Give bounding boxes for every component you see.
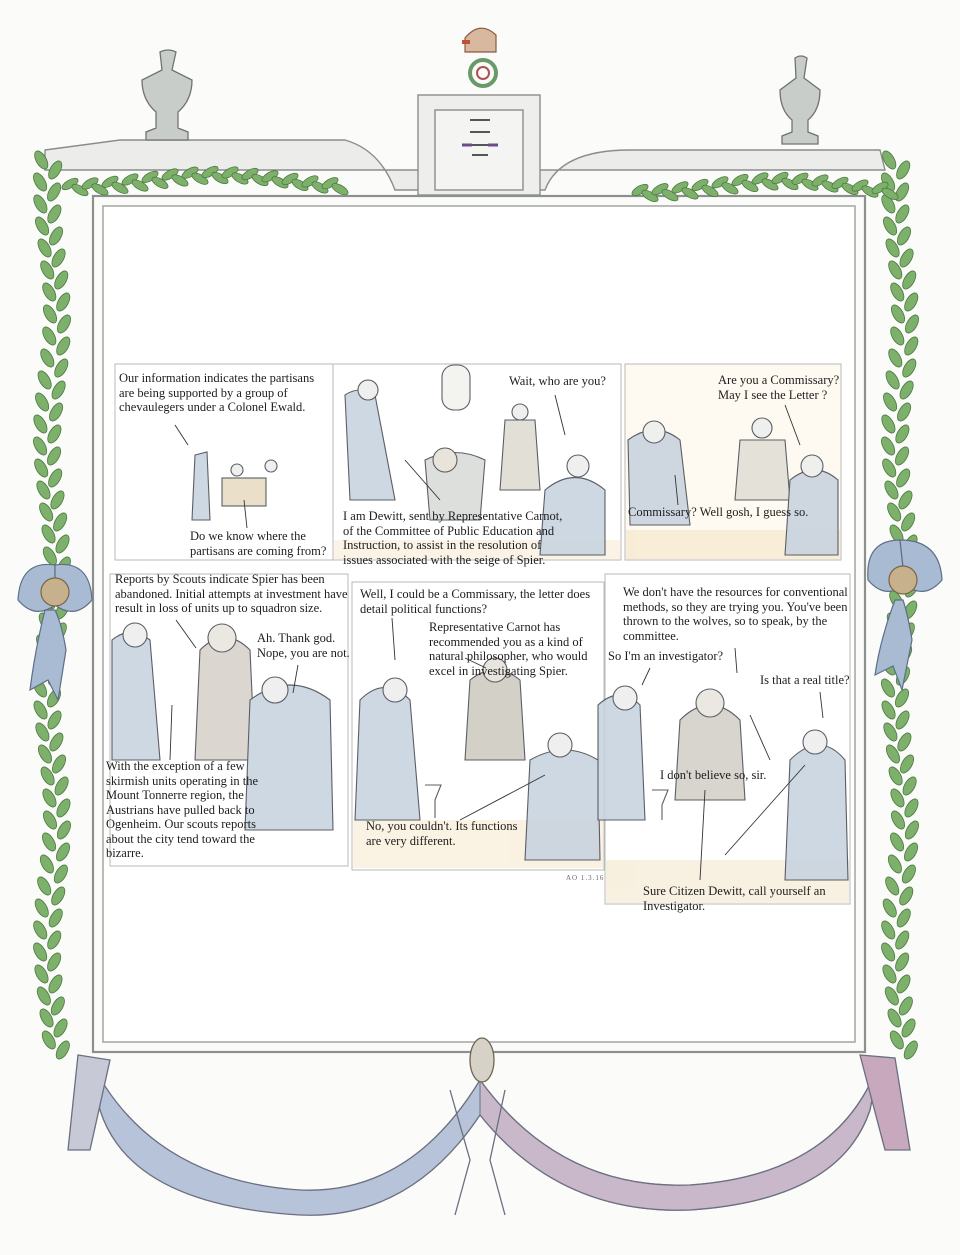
p3-caption-gosh: Commissary? Well gosh, I guess so. (628, 505, 809, 519)
p1-caption-question: Do we know where the partisans are coming from? (190, 529, 327, 558)
garland-leaf (886, 853, 905, 875)
garland-leaf (899, 511, 918, 533)
bottom-drapery (68, 1038, 910, 1215)
garland-leaf (55, 819, 74, 841)
garland-leaf (893, 951, 912, 973)
garland-leaf (47, 225, 66, 247)
garland-leaf (902, 797, 921, 819)
garland-leaf (45, 709, 64, 731)
garland-leaf (886, 347, 905, 369)
garland-leaf (897, 995, 916, 1017)
garland-leaf (55, 313, 74, 335)
garland-leaf (49, 379, 68, 401)
garland-leaf (47, 401, 66, 423)
garland-leaf (879, 919, 898, 941)
right-rosette (868, 540, 942, 690)
garland-leaf (31, 941, 50, 963)
garland-leaf (900, 357, 919, 379)
garland-leaf (46, 907, 65, 929)
garland-leaf (53, 533, 72, 555)
garland-leaf (49, 247, 68, 269)
garland-leaf (38, 853, 57, 875)
garland-leaf (52, 269, 71, 291)
garland-leaf (54, 841, 73, 863)
p4-caption-exception: With the exception of a few skirmish units operating in the Mount Tonnerre region, the Austrians have pulled back to Ogenheim. Our scouts reports about the city tend toward the bizarre. (106, 759, 259, 860)
p6-caption-investigator: So I'm an investigator? (608, 649, 724, 663)
garland-leaf (888, 831, 907, 853)
garland-leaf (879, 941, 898, 963)
garland-leaf (895, 401, 914, 423)
p2-caption-dewitt: I am Dewitt, sent by Representative Carnot, of the Committee of Public Education and Instruction, to assist in the resolution of issues associated with the seige of Spier. (343, 509, 563, 567)
garland-leaf (45, 203, 64, 225)
p4-caption-thankgod: Ah. Thank god. Nope, you are not. (257, 631, 350, 660)
garland-leaf (895, 225, 914, 247)
garland-leaf (894, 907, 913, 929)
garland-leaf (894, 973, 913, 995)
garland-leaf (52, 863, 71, 885)
garland-leaf (894, 467, 913, 489)
garland-leaf (32, 897, 51, 919)
garland-leaf (895, 731, 914, 753)
garland-leaf (45, 951, 64, 973)
garland-leaf (46, 467, 65, 489)
garland-leaf (54, 797, 73, 819)
garland-leaf (45, 423, 64, 445)
garland-leaf (53, 1039, 72, 1061)
p6-caption-dont-believe: I don't believe so, sir. (660, 768, 767, 782)
p5-caption-could-be: Well, I could be a Commissary, the letter does detail political functions? (360, 587, 591, 616)
garland-leaf (902, 841, 921, 863)
garland-leaf (38, 347, 57, 369)
garland-leaf (45, 181, 64, 203)
garland-leaf (54, 335, 73, 357)
garland-leaf (880, 897, 899, 919)
garland-leaf (46, 973, 65, 995)
p6-caption-sure-dewitt: Sure Citizen Dewitt, call yourself an Investigator. (643, 884, 826, 913)
garland-leaf (901, 1039, 920, 1061)
garland-leaf (879, 413, 898, 435)
p6-caption-real-title: Is that a real title? (760, 673, 850, 687)
garland-leaf (45, 929, 64, 951)
garland-leaf (49, 885, 68, 907)
garland-leaf (49, 995, 68, 1017)
garland-leaf (900, 269, 919, 291)
garland-leaf (40, 831, 59, 853)
left-urn (142, 50, 192, 140)
garland-leaf (40, 325, 59, 347)
garland-leaf (51, 1017, 70, 1039)
garland-leaf (902, 291, 921, 313)
garland-leaf (903, 819, 922, 841)
garland-leaf (31, 435, 50, 457)
p5-caption-recommended: Representative Carnot has recommended you as a kind of natural philosopher, who would excel in investigating Spier. (429, 620, 588, 678)
garland-leaf (35, 875, 54, 897)
garland-leaf (897, 247, 916, 269)
left-rosette (18, 564, 92, 700)
artist-signature: AO 1.3.16 (566, 874, 605, 882)
garland-leaf (31, 413, 50, 435)
p2-caption-who: Wait, who are you? (509, 374, 606, 388)
garland-leaf (52, 357, 71, 379)
garland-leaf (35, 369, 54, 391)
garland-leaf (893, 445, 912, 467)
garland-leaf (31, 919, 50, 941)
garland-leaf (52, 775, 71, 797)
garland-leaf (902, 335, 921, 357)
garland-leaf (894, 159, 913, 181)
top-ornament (462, 28, 496, 86)
garland-leaf (903, 313, 922, 335)
garland-leaf (888, 325, 907, 347)
garland-leaf (893, 709, 912, 731)
garland-leaf (881, 391, 900, 413)
garland-leaf (883, 875, 902, 897)
garland-leaf (33, 391, 52, 413)
garland-leaf (900, 775, 919, 797)
garland-leaf (48, 489, 67, 511)
garland-leaf (879, 435, 898, 457)
garland-leaf (898, 753, 917, 775)
garland-leaf (899, 1017, 918, 1039)
p5-caption-couldnt: No, you couldn't. Its functions are very different. (366, 819, 518, 848)
p3-caption-commissary-question: Are you a Commissary? May I see the Letter ? (718, 373, 840, 402)
garland-leaf (897, 885, 916, 907)
p6-caption-resources: We don't have the resources for conventional methods, so they are trying you. You've been thrown to the wolves, so to speak, by the committee. (623, 585, 848, 643)
garland-leaf (47, 731, 66, 753)
garland-leaf (31, 193, 50, 215)
p4-caption-reports: Reports by Scouts indicate Spier has been abandoned. Initial attempts at investment have result in loss of units up to squadron size. (115, 572, 348, 615)
garland-leaf (893, 929, 912, 951)
garland-leaf (893, 203, 912, 225)
garland-leaf (45, 445, 64, 467)
garland-leaf (896, 489, 915, 511)
garland-leaf (883, 369, 902, 391)
p1-caption-partisans: Our information indicates the partisans are being supported by a group of chevaulegers under a Colonel Ewald. (119, 371, 315, 414)
garland-leaf (879, 677, 898, 699)
right-urn (780, 56, 820, 144)
garland-leaf (330, 181, 350, 197)
garland-leaf (54, 291, 73, 313)
garland-leaf (900, 863, 919, 885)
garland-leaf (51, 511, 70, 533)
garland-leaf (50, 753, 69, 775)
garland-leaf (897, 379, 916, 401)
garland-leaf (31, 171, 50, 193)
garland-leaf (893, 423, 912, 445)
